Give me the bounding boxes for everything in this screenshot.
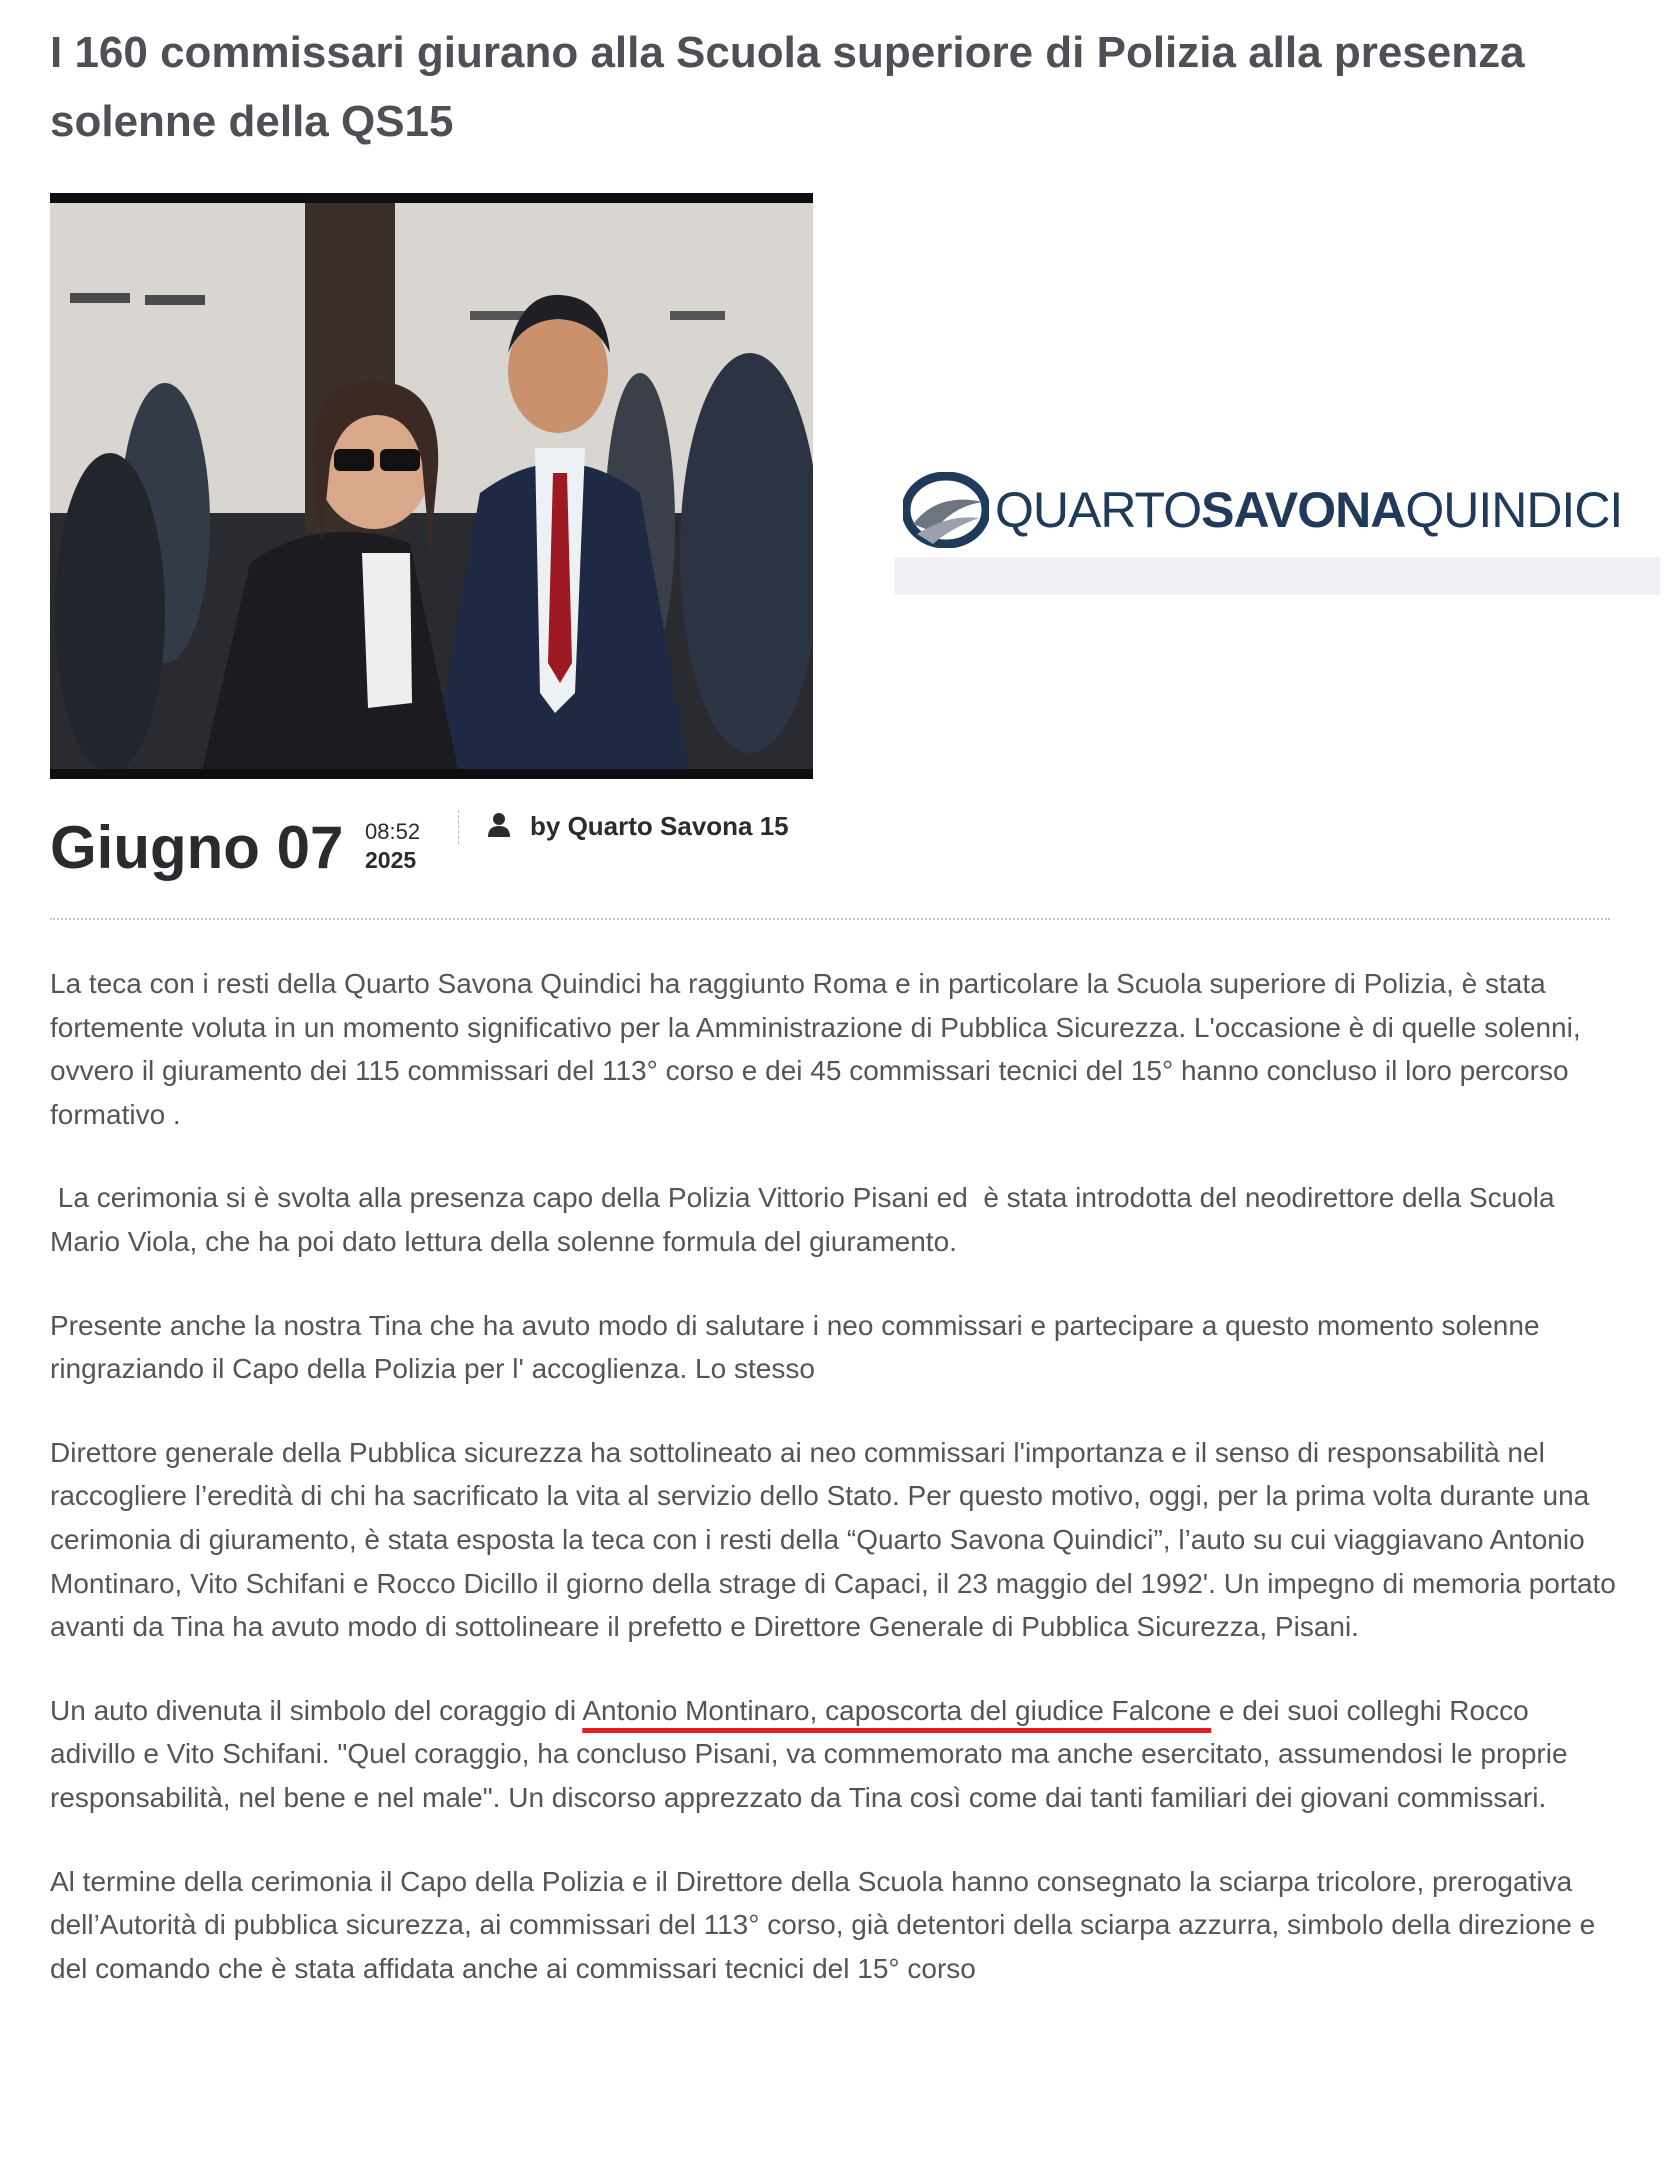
article-body (50, 962, 1620, 2030)
article-photo (50, 193, 813, 779)
logo-caption-strip (895, 557, 1660, 595)
paragraph-3: Presente anche la nostra Tina che ha avuto modo di salutare i neo commissari e partecipare a questo momento solenne ringraziando il Capo della Polizia per l' accoglienza. Lo stesso (50, 1309, 1540, 1385)
paragraph-2: La cerimonia si è svolta alla presenza capo della Polizia Vittorio Pisani ed è stata introdotta del neodirettore della Scuola Mario Viola, che ha poi dato lettura della solenne formula del giuramento. (50, 1182, 1563, 1257)
paragraph-5-start: Un auto divenuta il simbolo del coraggio di (50, 1694, 583, 1726)
separator-rule (50, 918, 1610, 920)
meta-divider (458, 810, 459, 844)
paragraph-6: Al termine della cerimonia il Capo della Polizia e il Direttore della Scuola hanno consegnato la sciarpa tricolore, prerogativa dell’Autorità di pubblica sicurezza, ai commissari del 113° corso, già detentori della sciarpa azzurra, simbolo della direzione e del comando che è stata affidata anche ai commissari tecnici del 15° corso (50, 1865, 1596, 1984)
post-time: 08:52 (365, 819, 421, 844)
article-title: I 160 commissari giurano alla Scuola superiore di Polizia alla presenza solenne della QS15 (50, 28, 1525, 146)
highlighted-phrase: Antonio Montinaro, caposcorta del giudice Falcone (582, 1694, 1212, 1726)
user-icon (487, 812, 511, 838)
logo-text-savona: SAVONA (1201, 482, 1406, 538)
post-author[interactable]: by Quarto Savona 15 (530, 811, 789, 841)
paragraph-1: La teca con i resti della Quarto Savona Quindici ha raggiunto Roma e in particolare la Scuola superiore di Polizia, è stata fortemente voluta in un momento significativo per la Amministrazione di Pubblica Sicurezza. L'occasione è di quelle solenni, ovvero il giuramento dei 115 commissari del 113° corso e dei 45 commissari tecnici del 15° hanno concluso il loro percorso formativo . (50, 968, 1581, 1130)
logo-text-quindici: QUINDICI (1405, 482, 1623, 538)
paragraph-4: Direttore generale della Pubblica sicurezza ha sottolineato ai neo commissari l'importanza e il senso di responsabilità nel raccogliere l’eredità di chi ha sacrificato la vita al servizio dello Stato. Per questo motivo, oggi, per la prima volta durante una cerimonia di giuramento, è stata esposta la teca con i resti della “Quarto Savona Quindici”, l’auto su cui viaggiavano Antonio Montinaro, Vito Schifani e Rocco Dicillo il giorno della strage di Capaci, il 23 maggio del 1992'. Un impegno di memoria portato avanti da Tina ha avuto modo di sottolineare il prefetto e Direttore Generale di Pubblica Sicurezza, Pisani. (50, 1436, 1616, 1643)
qs15-logo (895, 460, 1660, 595)
paragraph-5-end: e dei suoi colleghi Rocco adivillo e Vito Schifani. "Quel coraggio, ha concluso Pisani, va commemorato ma anche esercitato, assumendosi le proprie responsabilità, nel bene e nel male". Un discorso apprezzato da Tina così come dai tanti familiari dei giovani commissari. (50, 1694, 1568, 1813)
post-year: 2025 (365, 847, 417, 873)
post-date: Giugno 07 (50, 814, 344, 881)
qs15-logo-icon (903, 472, 989, 548)
logo-text-quarto: QUARTO (995, 482, 1202, 538)
paragraph-5 (50, 1689, 1620, 1820)
